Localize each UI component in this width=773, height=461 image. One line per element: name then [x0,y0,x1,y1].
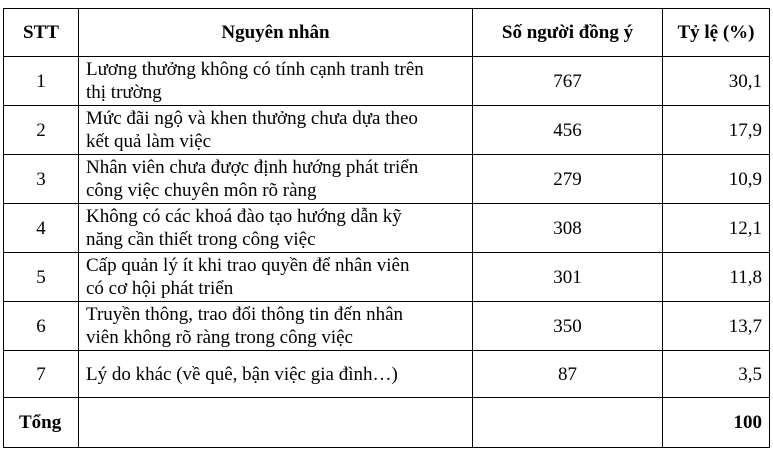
header-stt: STT [4,9,79,57]
cell-rate: 17,9 [663,106,770,155]
total-row [4,398,770,448]
total-reason-empty [79,398,473,448]
reason-line: Mức đãi ngộ và khen thưởng chưa dựa theo [86,108,418,129]
cell-stt: 3 [4,155,79,204]
cell-stt: 6 [4,302,79,351]
reason-line: kết quả làm việc [86,131,212,152]
cell-count: 308 [473,204,663,253]
cell-rate: 3,5 [663,351,770,398]
cell-count: 279 [473,155,663,204]
reason-line: năng cần thiết trong công việc [86,229,316,250]
cell-reason [79,204,473,253]
cell-reason [79,302,473,351]
cell-count: 350 [473,302,663,351]
reason-line: Nhân viên chưa được định hướng phát triển [86,157,419,178]
table-row [4,204,770,253]
reason-line: Truyền thông, trao đổi thông tin đến nhân [86,304,403,325]
reason-line: Lý do khác (về quê, bận việc gia đình…) [86,363,398,385]
reason-line: công việc chuyên môn rõ ràng [86,180,317,201]
reason-line: Không có các khoá đào tạo hướng dẫn kỹ [86,206,402,227]
header-rate: Tỷ lệ (%) [663,9,770,57]
cell-rate: 13,7 [663,302,770,351]
table-row [4,253,770,302]
table-row [4,155,770,204]
cell-stt: 2 [4,106,79,155]
header-reason: Nguyên nhân [79,9,473,57]
total-count-empty [473,398,663,448]
cell-rate: 10,9 [663,155,770,204]
cell-rate: 12,1 [663,204,770,253]
table-row [4,106,770,155]
reason-line: thị trường [86,82,162,103]
total-label: Tổng [4,398,79,448]
cell-reason [79,351,473,398]
cell-count: 767 [473,57,663,106]
table-row [4,302,770,351]
cell-stt: 7 [4,351,79,398]
table-row [4,57,770,106]
header-count: Số người đồng ý [473,9,663,57]
reason-line: có cơ hội phát triển [86,278,234,299]
table-row [4,351,770,398]
cell-rate: 11,8 [663,253,770,302]
cell-count: 301 [473,253,663,302]
cell-reason [79,57,473,106]
cell-count: 87 [473,351,663,398]
header-row [4,9,770,57]
total-rate: 100 [663,398,770,448]
reason-line: Lương thưởng không có tính cạnh tranh trên [86,59,424,80]
cell-rate: 30,1 [663,57,770,106]
cell-reason [79,155,473,204]
cell-count: 456 [473,106,663,155]
reason-line: viên không rõ ràng trong công việc [86,327,353,348]
cell-stt: 1 [4,57,79,106]
reason-line: Cấp quản lý ít khi trao quyền để nhân viên [86,255,410,276]
reasons-table [3,8,770,448]
cell-reason [79,106,473,155]
cell-stt: 5 [4,253,79,302]
cell-reason [79,253,473,302]
cell-stt: 4 [4,204,79,253]
